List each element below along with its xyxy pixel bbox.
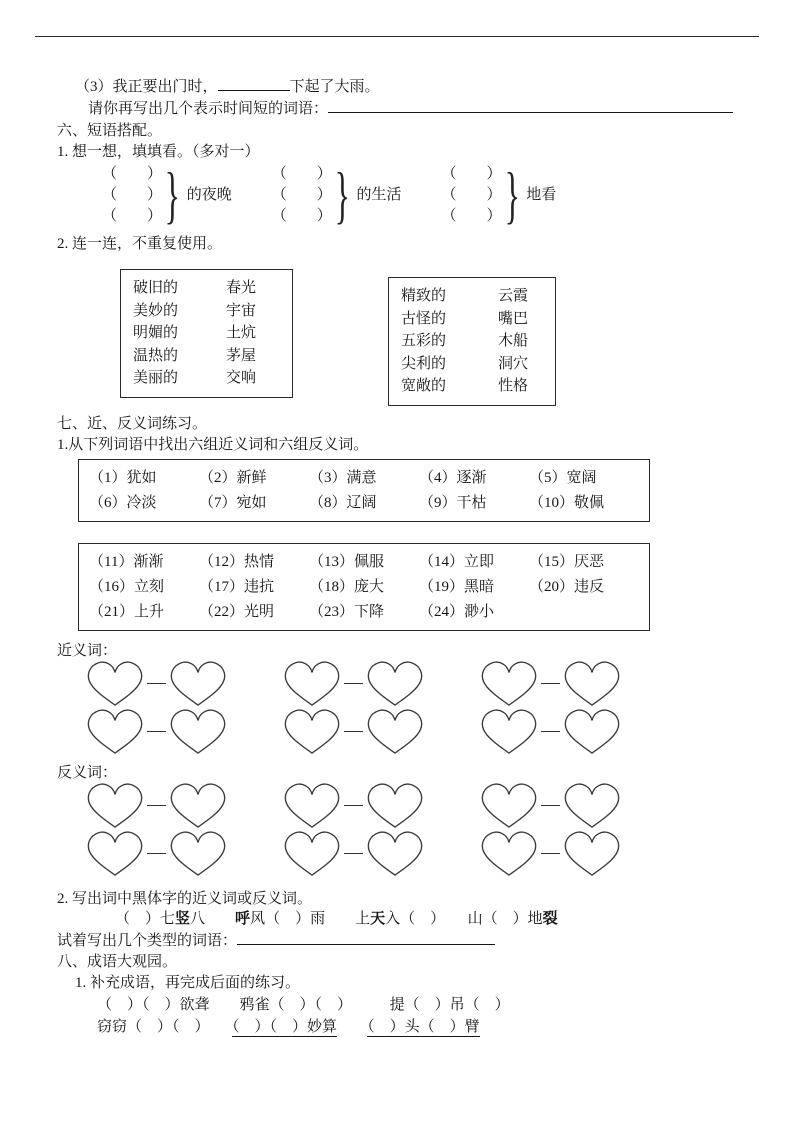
- heart-answer-slot[interactable]: [561, 659, 623, 707]
- word-item: （23）下降: [309, 604, 385, 620]
- match-right-column: [226, 277, 256, 390]
- pair-connector: [147, 731, 166, 732]
- match-word-left: 五彩的: [401, 333, 447, 349]
- paren-column: [272, 164, 332, 227]
- paren-blank[interactable]: （ ）: [441, 207, 502, 224]
- match-box-1: [120, 269, 293, 398]
- word-item: （17）违抗: [199, 579, 275, 595]
- antonym-label: 反义词：: [57, 765, 118, 781]
- curly-brace: }: [334, 159, 350, 230]
- match-word-left: 精致的: [401, 288, 447, 304]
- word-pair: [281, 829, 426, 877]
- section6-title: 六、短语搭配。: [57, 123, 163, 139]
- match-word-left: 破旧的: [133, 280, 179, 296]
- word-item: （1）犹如: [89, 470, 157, 486]
- pair-connector: [541, 683, 560, 684]
- match-word-right: 土炕: [226, 325, 257, 341]
- curly-brace: }: [164, 159, 181, 230]
- heart-answer-slot[interactable]: [84, 707, 146, 755]
- hearts-row: [84, 781, 623, 829]
- heart-answer-slot[interactable]: [478, 781, 540, 829]
- word-pair: [478, 829, 623, 877]
- underlined-idiom: （ ）（ ）妙算: [232, 1019, 338, 1035]
- try-write-line: [57, 931, 495, 951]
- text-segment: 鸦雀（ ）（ ）: [239, 997, 345, 1013]
- bold-char: 竖: [175, 911, 191, 927]
- heart-answer-slot[interactable]: [561, 707, 623, 755]
- group-label-night: 的夜晚: [186, 187, 232, 203]
- word-pair: [478, 659, 623, 707]
- heart-answer-slot[interactable]: [281, 659, 343, 707]
- word-pair: [84, 781, 229, 829]
- time-words-prompt: 请你再写出几个表示时间短的词语：: [88, 101, 329, 117]
- hearts-row: [84, 829, 623, 877]
- heart-answer-slot[interactable]: [478, 659, 540, 707]
- bold-char-exercise-line: [115, 909, 558, 929]
- idiom-line-2: [97, 1017, 480, 1037]
- heart-answer-slot[interactable]: [364, 781, 426, 829]
- pair-connector: [147, 683, 166, 684]
- match-word-left: 古怪的: [401, 310, 447, 327]
- match-word-right: 春光: [226, 280, 257, 296]
- pair-connector: [344, 731, 363, 732]
- top-divider: [35, 36, 759, 37]
- heart-answer-slot[interactable]: [478, 707, 540, 755]
- heart-answer-slot[interactable]: [84, 659, 146, 707]
- word-item: （10）敬佩: [529, 495, 605, 511]
- pair-connector: [541, 731, 560, 732]
- sentence-suffix: 下起了大雨。: [289, 79, 380, 95]
- word-item: （21）上升: [89, 604, 165, 620]
- heart-answer-slot[interactable]: [167, 707, 229, 755]
- paren-blank[interactable]: （ ）: [441, 186, 502, 203]
- sentence-fill-blank: [75, 77, 380, 97]
- paren-blank[interactable]: （ ）: [102, 207, 163, 224]
- match-word-left: 尖利的: [401, 355, 447, 372]
- match-word-right: 宇宙: [226, 302, 257, 319]
- curly-brace: }: [504, 159, 520, 230]
- match-left-column: [133, 277, 178, 390]
- match-word-right: 茅屋: [226, 347, 257, 364]
- pair-connector: [344, 805, 363, 806]
- section7-title: 七、近、反义词练习。: [57, 416, 208, 432]
- match-word-left: 宽敞的: [401, 378, 447, 394]
- hearts-row: [84, 659, 623, 707]
- word-item: （18）庞大: [309, 579, 385, 595]
- word-item: （6）冷淡: [89, 495, 157, 511]
- word-pair: [478, 781, 623, 829]
- heart-answer-slot[interactable]: [478, 829, 540, 877]
- group-label-life: 的生活: [356, 187, 402, 203]
- idiom-line-1: [97, 995, 510, 1015]
- match-word-left: 温热的: [133, 347, 179, 364]
- match-word-right: 洞穴: [498, 355, 529, 372]
- word-box-2: [78, 543, 650, 631]
- text-segment: （ ）（ ）欲聋: [97, 997, 210, 1013]
- answer-blank-short[interactable]: [218, 77, 290, 91]
- heart-answer-slot[interactable]: [167, 829, 229, 877]
- section7-ex1-title: 1.从下列词语中找出六组近义词和六组反义词。: [57, 437, 369, 453]
- match-word-right: 嘴巴: [498, 310, 529, 327]
- paren-column: [102, 164, 162, 227]
- pair-connector: [344, 853, 363, 854]
- text-segment: 八: [190, 911, 236, 927]
- word-box-1: [78, 459, 650, 522]
- word-item: （16）立刻: [89, 579, 165, 595]
- section6-ex1-title: 1. 想一想，填填看。（多对一）: [57, 144, 260, 160]
- section8-title: 八、成语大观园。: [57, 954, 178, 970]
- text-segment: 风（ ）雨 上: [250, 911, 371, 927]
- brace-group-night: [102, 159, 232, 230]
- synonym-hearts: [84, 659, 623, 755]
- bold-char: 呼: [235, 911, 251, 927]
- hearts-row: [84, 707, 623, 755]
- heart-answer-slot[interactable]: [364, 829, 426, 877]
- paren-blank[interactable]: （ ）: [271, 186, 332, 203]
- pair-connector: [147, 805, 166, 806]
- word-item: （8）辽阔: [309, 495, 377, 511]
- word-item: （11）渐渐: [89, 554, 164, 570]
- match-word-left: 美丽的: [133, 370, 179, 386]
- word-item: （4）逐渐: [419, 470, 487, 486]
- text-segment: 提（ ）吊（ ）: [389, 997, 510, 1013]
- paren-blank[interactable]: （ ）: [102, 165, 163, 182]
- brace-group-life: [271, 159, 402, 230]
- paren-blank[interactable]: （ ）: [271, 165, 332, 182]
- pair-connector: [541, 853, 560, 854]
- word-item: （13）佩服: [309, 554, 385, 570]
- section6-ex2-title: 2. 连一连，不重复使用。: [57, 236, 223, 252]
- heart-answer-slot[interactable]: [167, 781, 229, 829]
- paren-blank[interactable]: （ ）: [102, 186, 163, 203]
- heart-answer-slot[interactable]: [281, 829, 343, 877]
- paren-blank[interactable]: （ ）: [441, 165, 502, 182]
- match-word-right: 性格: [498, 378, 529, 394]
- paren-column: [442, 164, 502, 227]
- word-pair: [84, 659, 229, 707]
- bold-char: 天: [370, 911, 386, 927]
- word-pair: [84, 707, 229, 755]
- text-segment: [337, 1019, 367, 1035]
- word-pair: [281, 659, 426, 707]
- word-item: （14）立即: [419, 554, 495, 570]
- text-segment: [210, 997, 240, 1013]
- match-word-left: 明媚的: [133, 325, 179, 341]
- word-pair: [281, 707, 426, 755]
- match-word-right: 云霞: [498, 288, 529, 304]
- word-item: （2）新鲜: [199, 470, 267, 486]
- match-word-right: 木船: [498, 333, 529, 349]
- answer-blank-long[interactable]: [328, 99, 733, 113]
- text-segment: （ ）七: [115, 911, 176, 927]
- heart-answer-slot[interactable]: [281, 781, 343, 829]
- heart-answer-slot[interactable]: [364, 659, 426, 707]
- word-item: （3）满意: [309, 470, 377, 486]
- text-segment: 窃窃（ ）（ ）: [97, 1019, 203, 1035]
- heart-answer-slot[interactable]: [167, 659, 229, 707]
- paren-blank[interactable]: （ ）: [271, 207, 332, 224]
- heart-answer-slot[interactable]: [561, 829, 623, 877]
- underlined-idiom: （ ）头（ ）臂: [367, 1019, 480, 1035]
- try-write-prompt: 试着写出几个类型的词语：: [57, 933, 238, 949]
- word-item: （24）渺小: [419, 604, 495, 620]
- pair-connector: [344, 683, 363, 684]
- match-word-right: 交响: [226, 370, 257, 386]
- match-left-column: [401, 285, 446, 398]
- brace-groups: [102, 159, 557, 230]
- section7-ex2-title: 2. 写出词中黑体字的近义词或反义词。: [57, 891, 313, 907]
- synonym-label: 近义词：: [57, 643, 118, 659]
- antonym-hearts: [84, 781, 623, 877]
- text-segment: [202, 1019, 232, 1035]
- heart-answer-slot[interactable]: [561, 781, 623, 829]
- brace-group-look: [441, 159, 557, 230]
- heart-answer-slot[interactable]: [84, 829, 146, 877]
- word-item: （5）宽阔: [529, 470, 597, 486]
- pair-connector: [541, 805, 560, 806]
- heart-answer-slot[interactable]: [281, 707, 343, 755]
- word-item: （7）宛如: [199, 495, 267, 511]
- word-pair: [478, 707, 623, 755]
- text-segment: [345, 997, 390, 1013]
- answer-blank-medium[interactable]: [237, 931, 495, 945]
- word-item: （20）违反: [529, 579, 605, 595]
- word-pair: [84, 829, 229, 877]
- match-box-2: [388, 277, 556, 406]
- heart-answer-slot[interactable]: [364, 707, 426, 755]
- match-word-left: 美妙的: [133, 302, 179, 319]
- word-item: （19）黑暗: [419, 579, 495, 595]
- word-item: （12）热情: [199, 554, 275, 570]
- match-right-column: [498, 285, 528, 398]
- heart-answer-slot[interactable]: [84, 781, 146, 829]
- pair-connector: [147, 853, 166, 854]
- word-item: （9）干枯: [419, 495, 487, 511]
- text-segment: 入（ ） 山（ ）地: [385, 911, 543, 927]
- sentence-prefix: （3）我正要出门时，: [75, 79, 218, 95]
- word-pair: [281, 781, 426, 829]
- group-label-look: 地看: [526, 187, 557, 203]
- section8-ex1-title: 1. 补充成语，再完成后面的练习。: [75, 975, 301, 991]
- bold-char: 裂: [542, 911, 558, 927]
- word-item: （15）厌恶: [529, 554, 605, 570]
- word-item: （22）光明: [199, 604, 275, 620]
- time-words-line: [88, 99, 733, 119]
